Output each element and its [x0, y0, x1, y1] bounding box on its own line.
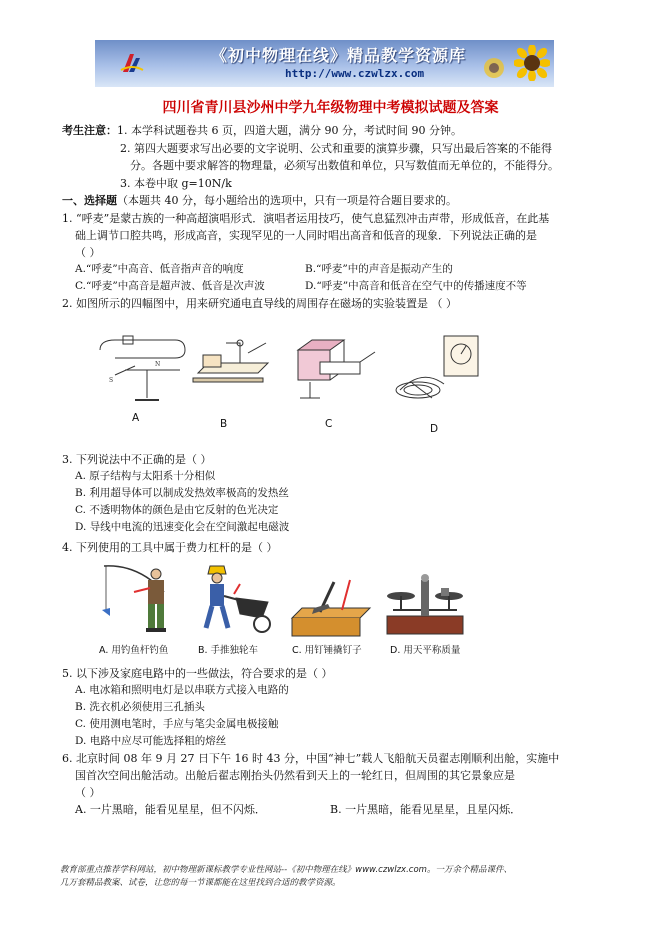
q3-option-d: D. 导线中电流的迅速变化会在空间激起电磁波	[75, 521, 290, 533]
notice-line-2b: 分。各题中要求解答的物理量，必须写出数值和单位，只写数值而无单位的，不能得分。	[130, 159, 559, 172]
q2-label-d: D	[430, 423, 439, 435]
footer-line-1: 教育部重点推荐学科网站，初中物理新课标教学专业性网站--《初中物理在线》www.czwlzx.com。一万余个精品课件、	[60, 865, 512, 875]
q4-caption-d: D. 用天平称质量	[390, 645, 461, 656]
q6-option-a: A. 一片黑暗，能看见星星，但不闪烁．	[75, 803, 266, 816]
header-banner	[95, 40, 554, 87]
banner-title: 《初中物理在线》精品教学资源库	[211, 46, 467, 65]
page-footer	[60, 864, 512, 890]
q2-label-b: B	[220, 418, 228, 430]
q1-option-c: C.“呼麦”中高音是超声波、低音是次声波	[75, 280, 265, 292]
banner-url: http://www.czwlzx.com	[285, 67, 425, 80]
section-desc: （本题共 40 分，每小题给出的选项中，只有一项是符合题目要求的。	[117, 194, 457, 207]
page-title: 四川省青川县沙州中学九年级物理中考模拟试题及答案	[162, 100, 499, 116]
q5-stem: 5. 以下涉及家庭电路中的一些做法，符合要求的是（ ）	[62, 667, 333, 680]
q6-stem-3: （ ）	[75, 786, 101, 799]
section-label: 一、选择题	[62, 194, 117, 207]
q2-stem: 2. 如图所示的四幅图中，用来研究通电直导线的周围存在磁场的实验装置是 （ ）	[62, 297, 457, 310]
q1-option-d: D.“呼麦”中高音和低音在空气中的传播速度不等	[305, 280, 527, 292]
q4-caption-c: C. 用钉锤撬钉子	[292, 645, 362, 656]
q1-option-b: B.“呼麦”中的声音是振动产生的	[305, 263, 453, 275]
sunflower-icon	[482, 56, 506, 80]
q5-option-d: D. 电路中应尽可能选择粗的熔丝	[75, 735, 227, 747]
q4-stem: 4. 下列使用的工具中属于费力杠杆的是（ ）	[62, 541, 278, 554]
q1-stem-1: 1. “呼麦”是蒙古族的一种高超演唱形式．演唱者运用技巧，使气息猛烈冲击声带，形成低音，在此基	[62, 212, 550, 225]
q4-caption-a: A. 用钓鱼杆钓鱼	[99, 645, 169, 656]
site-logo-icon	[119, 50, 145, 76]
q6-stem-2: 国首次空间出舱活动。出舱后翟志刚抬头仍然看到天上的一轮红日，但周围的其它景象应是	[75, 769, 515, 782]
q5-option-a: A. 电冰箱和照明电灯是以串联方式接入电路的	[75, 684, 289, 696]
q4-image-balance-scale	[383, 566, 467, 640]
notice-line-3: 3. 本卷中取 g=10N/k	[120, 177, 232, 190]
q4-image-claw-hammer	[290, 578, 372, 640]
q1-option-a: A.“呼麦”中高音、低音指声音的响度	[75, 263, 244, 275]
q4-image-fishing	[98, 562, 180, 642]
q3-stem: 3. 下列说法中不正确的是（ ）	[62, 453, 212, 466]
footer-line-2: 几万套精品教案、试卷，让您的每一节课都能在这里找到合适的教学资源。	[60, 878, 341, 888]
q5-option-b: B. 洗衣机必须使用三孔插头	[75, 701, 205, 713]
q2-label-c: C	[325, 418, 333, 430]
q2-figure-c	[290, 332, 380, 407]
q4-caption-b: B. 手推独轮车	[198, 645, 259, 656]
q5-option-c: C. 使用测电笔时，手应与笔尖金属电极接触	[75, 718, 279, 730]
q1-stem-2: 础上调节口腔共鸣，形成高音，实现罕见的一人同时唱出高音和低音的现象．下列说法正确的是	[75, 229, 537, 242]
q1-stem-3: （ ）	[75, 246, 101, 259]
q3-option-b: B. 利用超导体可以制成发热效率极高的发热丝	[75, 487, 289, 499]
svg-text:S: S	[109, 377, 114, 384]
q6-option-b: B. 一片黑暗，能看见星星，且星闪烁．	[330, 803, 522, 816]
q2-figure-a	[95, 330, 190, 410]
q4-image-wheelbarrow	[196, 562, 278, 642]
notice-text-1: 1. 本学科试题卷共 6 页，四道大题，满分 90 分，考试时间 90 分钟。	[117, 124, 462, 137]
q3-option-a: A. 原子结构与太阳系十分相似	[75, 470, 216, 482]
svg-text:N: N	[155, 361, 161, 368]
notice-label: 考生注意：	[62, 124, 117, 137]
q6-stem-1: 6. 北京时间 08 年 9 月 27 日下午 16 时 43 分，中国“神七”载人飞船航天员翟志刚顺利出舱，实施中	[62, 752, 560, 765]
q2-label-a: A	[132, 412, 140, 424]
sunflower-icon	[514, 45, 550, 81]
q2-figure-d	[392, 328, 484, 418]
notice-line-1	[62, 123, 462, 138]
notice-line-2a: 2. 第四大题要求写出必要的文字说明、公式和重要的演算步骤，只写出最后答案的不能得	[120, 142, 552, 155]
q3-option-c: C. 不透明物体的颜色是由它反射的色光决定	[75, 504, 279, 516]
section-heading	[62, 193, 457, 208]
q2-figure-b	[188, 333, 278, 395]
